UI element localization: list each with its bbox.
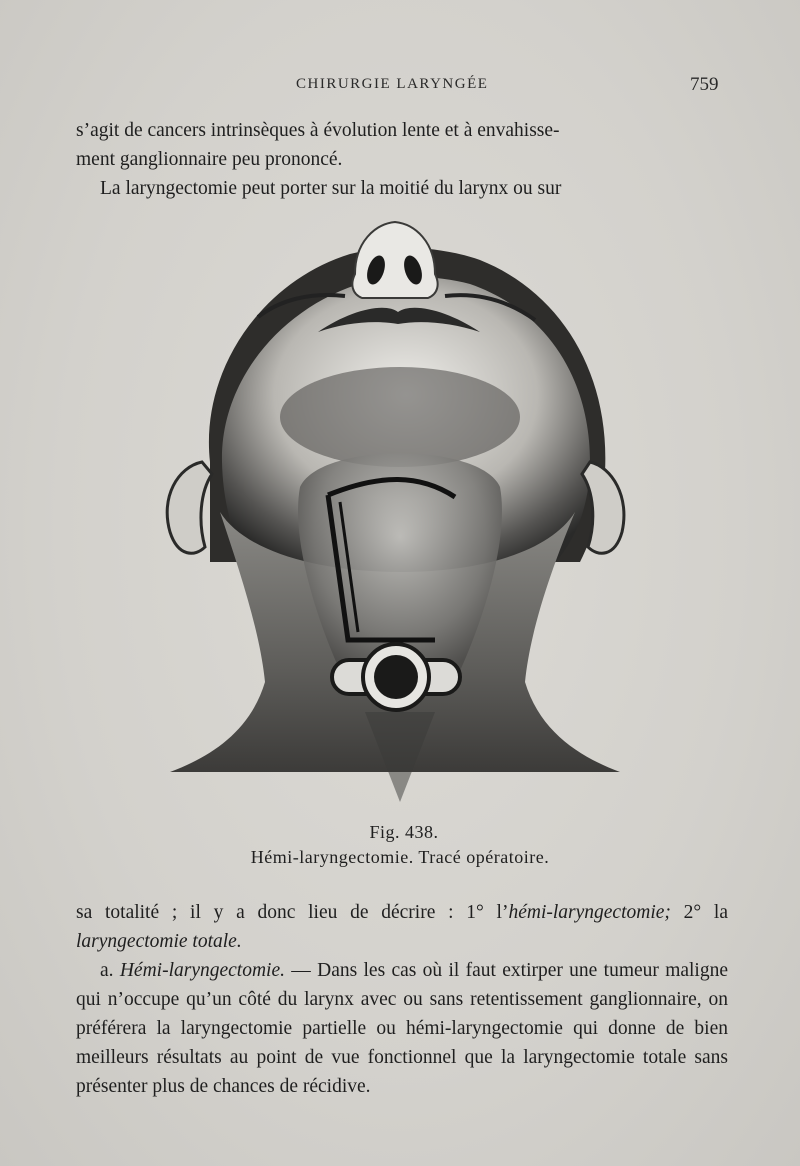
paragraph-continuation	[76, 116, 728, 174]
bottom-text-block	[76, 898, 728, 1101]
paragraph-division	[76, 898, 728, 956]
text-line: ment ganglionnaire peu prononcé.	[76, 149, 343, 170]
figure-number: Fig. 438.	[369, 822, 439, 842]
text-line: s’agit de cancers intrinsèques à évolution lente et à envahisse-	[76, 120, 560, 141]
figure-caption: Hémi-laryngectomie. Tracé opératoire.	[250, 847, 550, 867]
chin-shadow	[280, 367, 520, 467]
text-run: a.	[100, 960, 120, 981]
paragraph-hemi	[76, 956, 728, 1101]
text-run: 2° la	[683, 902, 728, 923]
running-head: CHIRURGIE LARYNGÉE	[296, 76, 489, 92]
text-line: La laryngectomie peut porter sur la moitié du larynx ou sur	[100, 178, 562, 199]
text-run: sa totalité ; il y a donc lieu de décrire : 1° l’	[76, 902, 509, 923]
nose	[352, 222, 437, 298]
section-heading: Hémi-laryngectomie.	[119, 960, 285, 981]
text-run: — Dans les cas où il faut extirper une tumeur maligne qui n’occupe qu’un côté du larynx avec ou sans retentissement ganglionnaire, on préférera la laryngectomie partielle ou hémi-laryngectomie qui donne de bien meilleurs résultats au point de vue fonctionnel que la laryngectomie totale sans présenter plus de chances de récidive.	[76, 960, 729, 1097]
paragraph-intro	[76, 174, 728, 203]
top-text-block	[76, 116, 728, 203]
page-number: 759	[690, 74, 719, 95]
surgical-illustration	[150, 212, 640, 812]
left-ear	[167, 462, 212, 553]
term-total: laryngectomie totale.	[76, 931, 242, 952]
term-hemi: hémi-laryngectomie;	[508, 902, 671, 923]
